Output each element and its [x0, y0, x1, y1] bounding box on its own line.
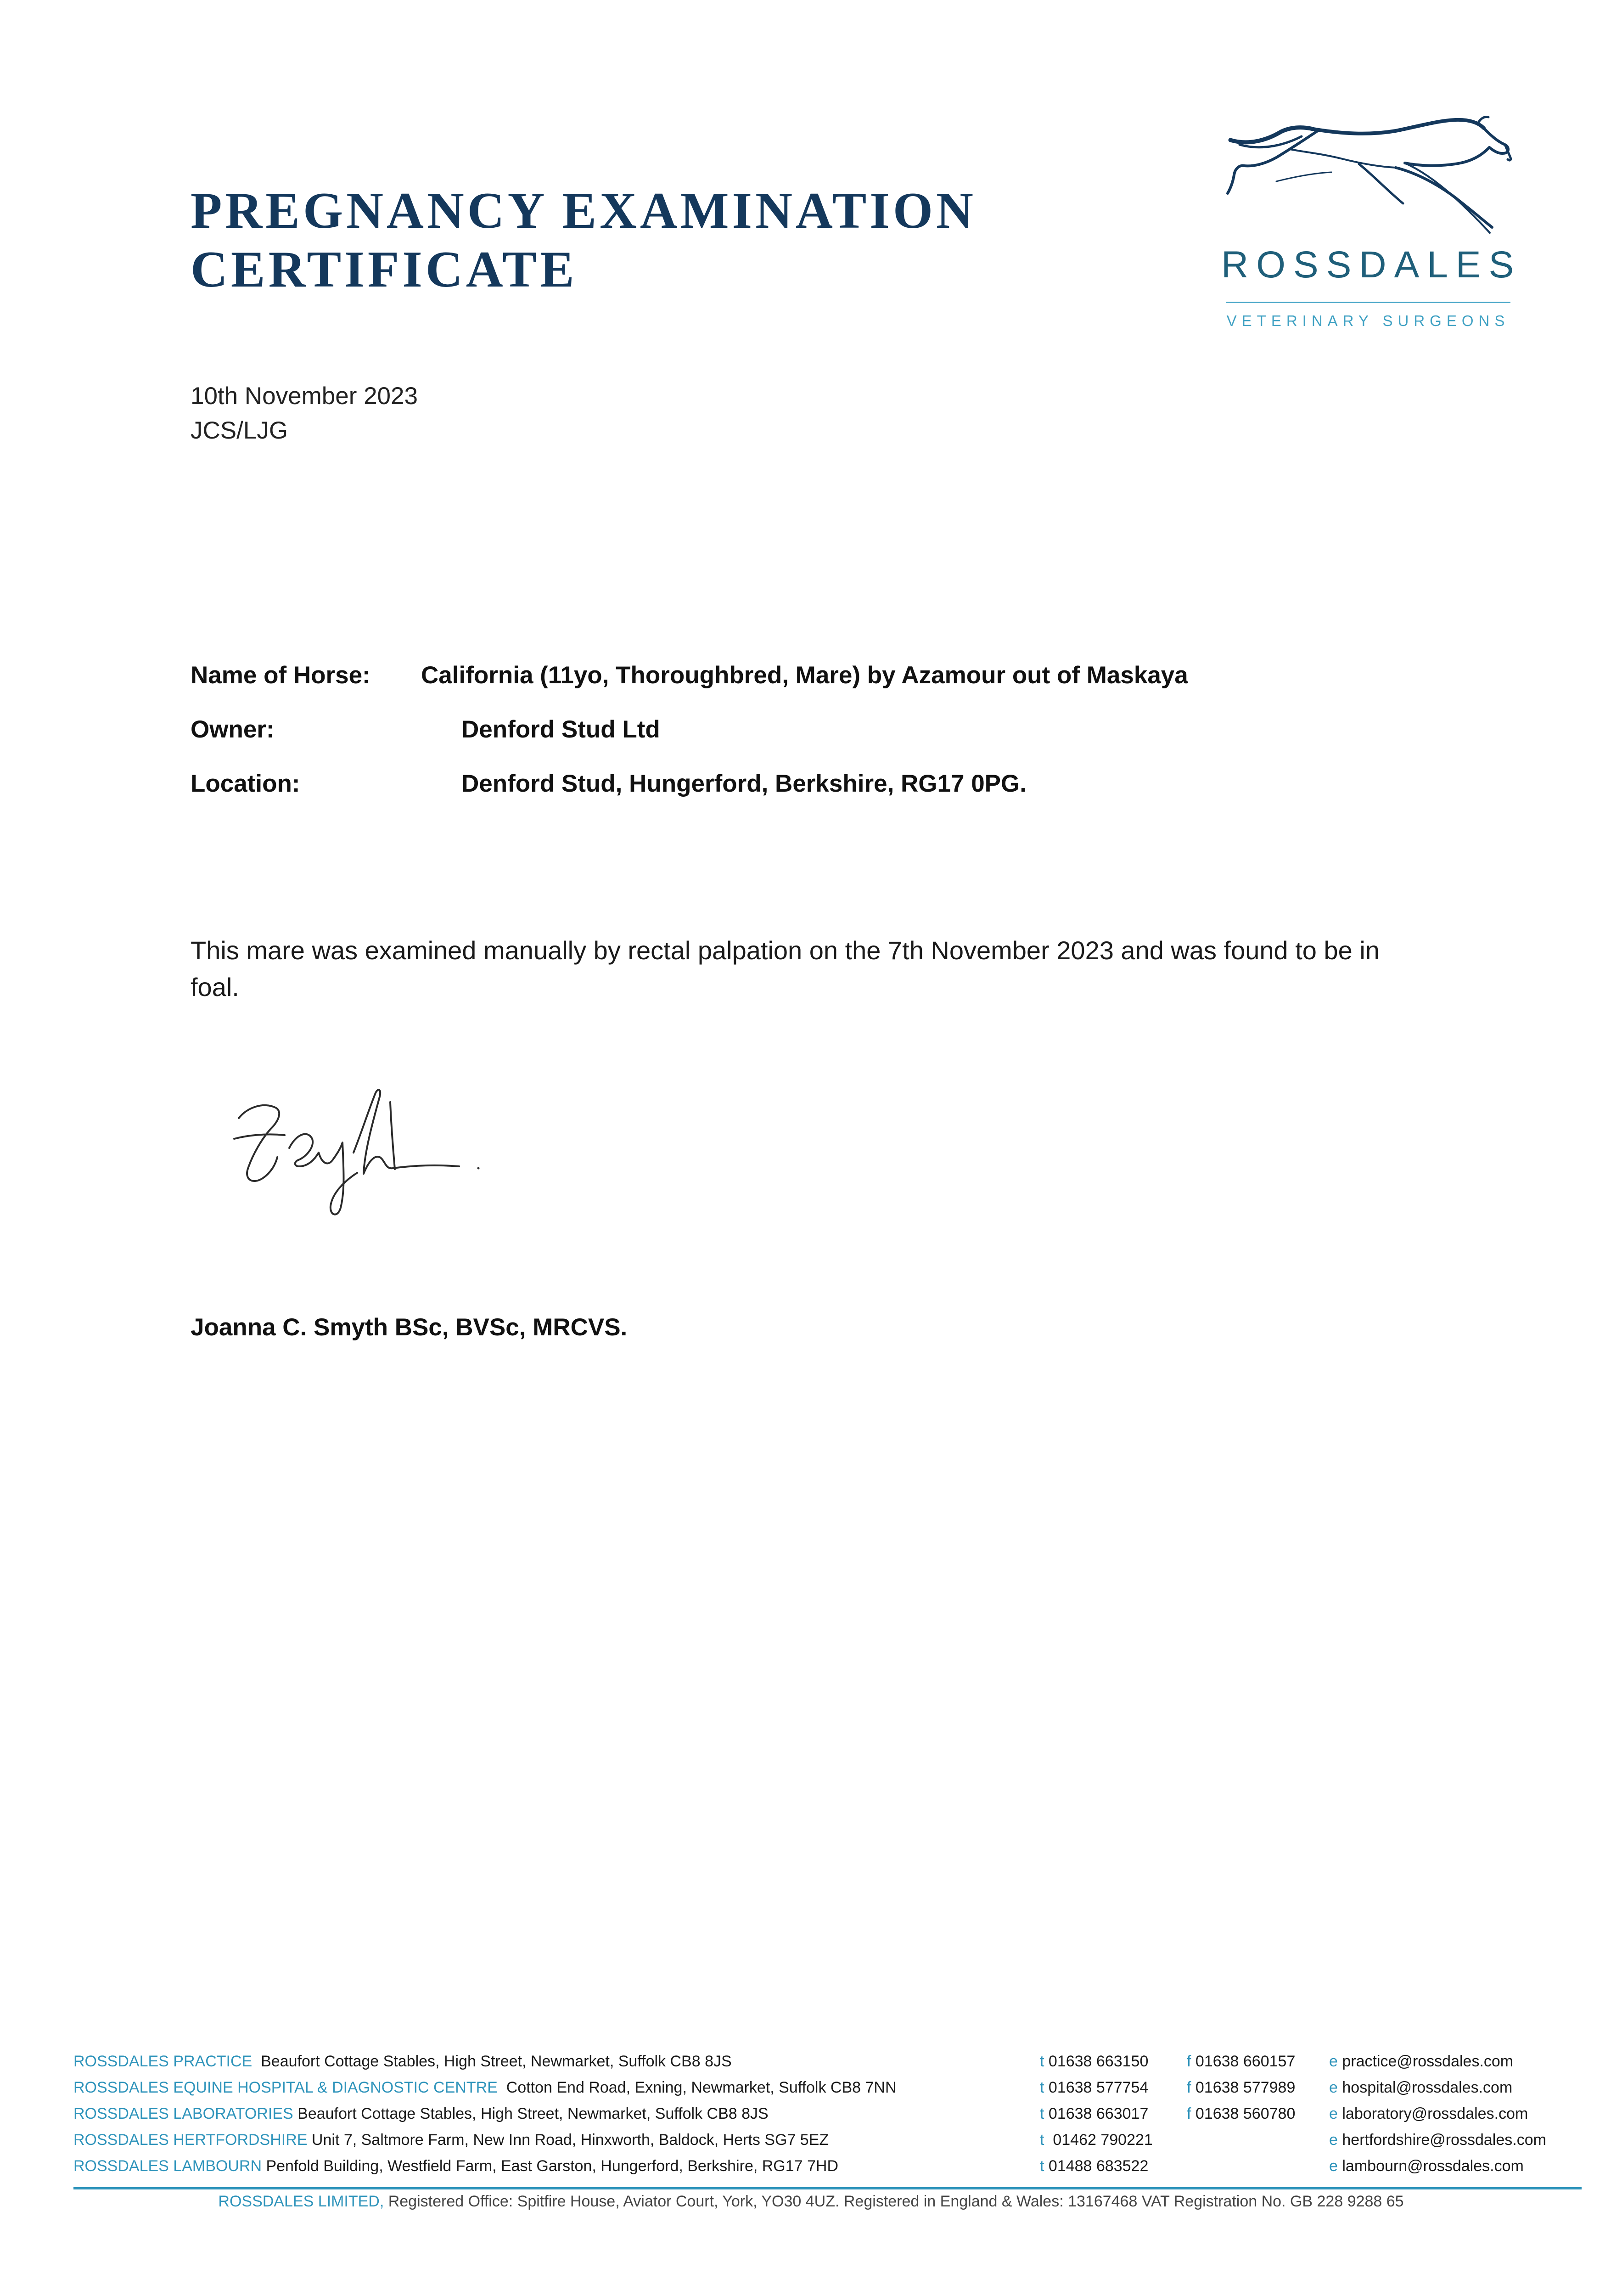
letter-date: 10th November 2023 — [191, 383, 418, 410]
footer-email-link[interactable]: hospital@rossdales.com — [1342, 2079, 1513, 2096]
footer-row-practice — [73, 2053, 1579, 2079]
email-prefix: e — [1329, 2157, 1338, 2175]
fax-prefix: f — [1187, 2079, 1191, 2096]
footer-branch-address: Penfold Building, Westfield Farm, East Garston, Hungerford, Berkshire, RG17 7HD — [266, 2157, 839, 2175]
contact-footer — [73, 2053, 1579, 2183]
footer-branch-address: Beaufort Cottage Stables, High Street, Newmarket, Suffolk CB8 8JS — [297, 2105, 769, 2122]
letter-meta — [191, 379, 418, 448]
footer-email-link[interactable]: lambourn@rossdales.com — [1342, 2157, 1524, 2175]
tel-prefix: t — [1040, 2157, 1044, 2175]
certificate-title — [191, 181, 977, 299]
logo-divider — [1226, 302, 1510, 303]
footer-tel: 01638 577754 — [1048, 2079, 1149, 2096]
footer-email-link[interactable]: laboratory@rossdales.com — [1342, 2105, 1528, 2122]
footer-fax: 01638 660157 — [1195, 2053, 1296, 2070]
letter-reference: JCS/LJG — [191, 417, 288, 444]
title-line-1: PREGNANCY EXAMINATION — [191, 182, 977, 239]
location-value: Denford Stud, Hungerford, Berkshire, RG17 0PG. — [461, 770, 1027, 797]
owner-label: Owner: — [191, 716, 275, 743]
tel-prefix: t — [1040, 2105, 1044, 2122]
email-prefix: e — [1329, 2131, 1338, 2149]
footer-branch-name: ROSSDALES LAMBOURN — [73, 2157, 262, 2175]
galloping-horse-icon — [1221, 113, 1515, 246]
footer-tel: 01488 683522 — [1048, 2157, 1149, 2175]
title-line-2: CERTIFICATE — [191, 241, 578, 298]
signer-name: Joanna C. Smyth BSc, BVSc, MRCVS. — [191, 1314, 628, 1341]
footer-branch-name: ROSSDALES PRACTICE — [73, 2053, 253, 2070]
rossdales-logo — [1221, 113, 1522, 338]
tel-prefix: t — [1040, 2079, 1044, 2096]
owner-value: Denford Stud Ltd — [461, 716, 660, 743]
email-prefix: e — [1329, 2053, 1338, 2070]
location-label: Location: — [191, 770, 300, 797]
handwritten-signature — [220, 1075, 514, 1231]
footer-branch-address: Cotton End Road, Exning, Newmarket, Suffolk CB8 7NN — [506, 2079, 897, 2096]
footer-row-laboratories — [73, 2105, 1579, 2131]
footer-fax: 01638 560780 — [1195, 2105, 1296, 2122]
footer-email-link[interactable]: hertfordshire@rossdales.com — [1342, 2131, 1546, 2149]
registration-company: ROSSDALES LIMITED, — [218, 2193, 384, 2210]
fax-prefix: f — [1187, 2053, 1191, 2070]
footer-branch-address: Beaufort Cottage Stables, High Street, Newmarket, Suffolk CB8 8JS — [261, 2053, 732, 2070]
footer-tel: 01638 663150 — [1048, 2053, 1149, 2070]
footer-row-hospital — [73, 2079, 1579, 2105]
footer-branch-name: ROSSDALES HERTFORDSHIRE — [73, 2131, 308, 2149]
tel-prefix: t — [1040, 2053, 1044, 2070]
footer-fax: 01638 577989 — [1195, 2079, 1296, 2096]
brand-tagline: VETERINARY SURGEONS — [1226, 312, 1510, 329]
footer-email-link[interactable]: practice@rossdales.com — [1342, 2053, 1514, 2070]
registration-line — [0, 2193, 1622, 2211]
email-prefix: e — [1329, 2079, 1338, 2096]
footer-branch-name: ROSSDALES LABORATORIES — [73, 2105, 293, 2122]
footer-row-lambourn — [73, 2157, 1579, 2183]
footer-branch-name: ROSSDALES EQUINE HOSPITAL & DIAGNOSTIC CENTRE — [73, 2079, 498, 2096]
footer-row-hertfordshire — [73, 2131, 1579, 2157]
email-prefix: e — [1329, 2105, 1338, 2122]
tel-prefix: t — [1040, 2131, 1044, 2149]
footer-tel: 01638 663017 — [1048, 2105, 1149, 2122]
brand-name: ROSSDALES — [1221, 244, 1522, 286]
registration-details: Registered Office: Spitfire House, Aviator Court, York, YO30 4UZ. Registered in England & Wales: 13167468 VAT Registration No. GB 228 9288 65 — [388, 2193, 1404, 2210]
footer-branch-address: Unit 7, Saltmore Farm, New Inn Road, Hinxworth, Baldock, Herts SG7 5EZ — [311, 2131, 829, 2149]
footer-tel: 01462 790221 — [1053, 2131, 1153, 2149]
fax-prefix: f — [1187, 2105, 1191, 2122]
footer-divider — [73, 2187, 1582, 2189]
horse-name-label: Name of Horse: — [191, 662, 370, 689]
examination-statement: This mare was examined manually by rectal palpation on the 7th November 2023 and was found to be in foal. — [191, 936, 1380, 1002]
horse-name-value: California (11yo, Thoroughbred, Mare) by Azamour out of Maskaya — [421, 662, 1188, 689]
